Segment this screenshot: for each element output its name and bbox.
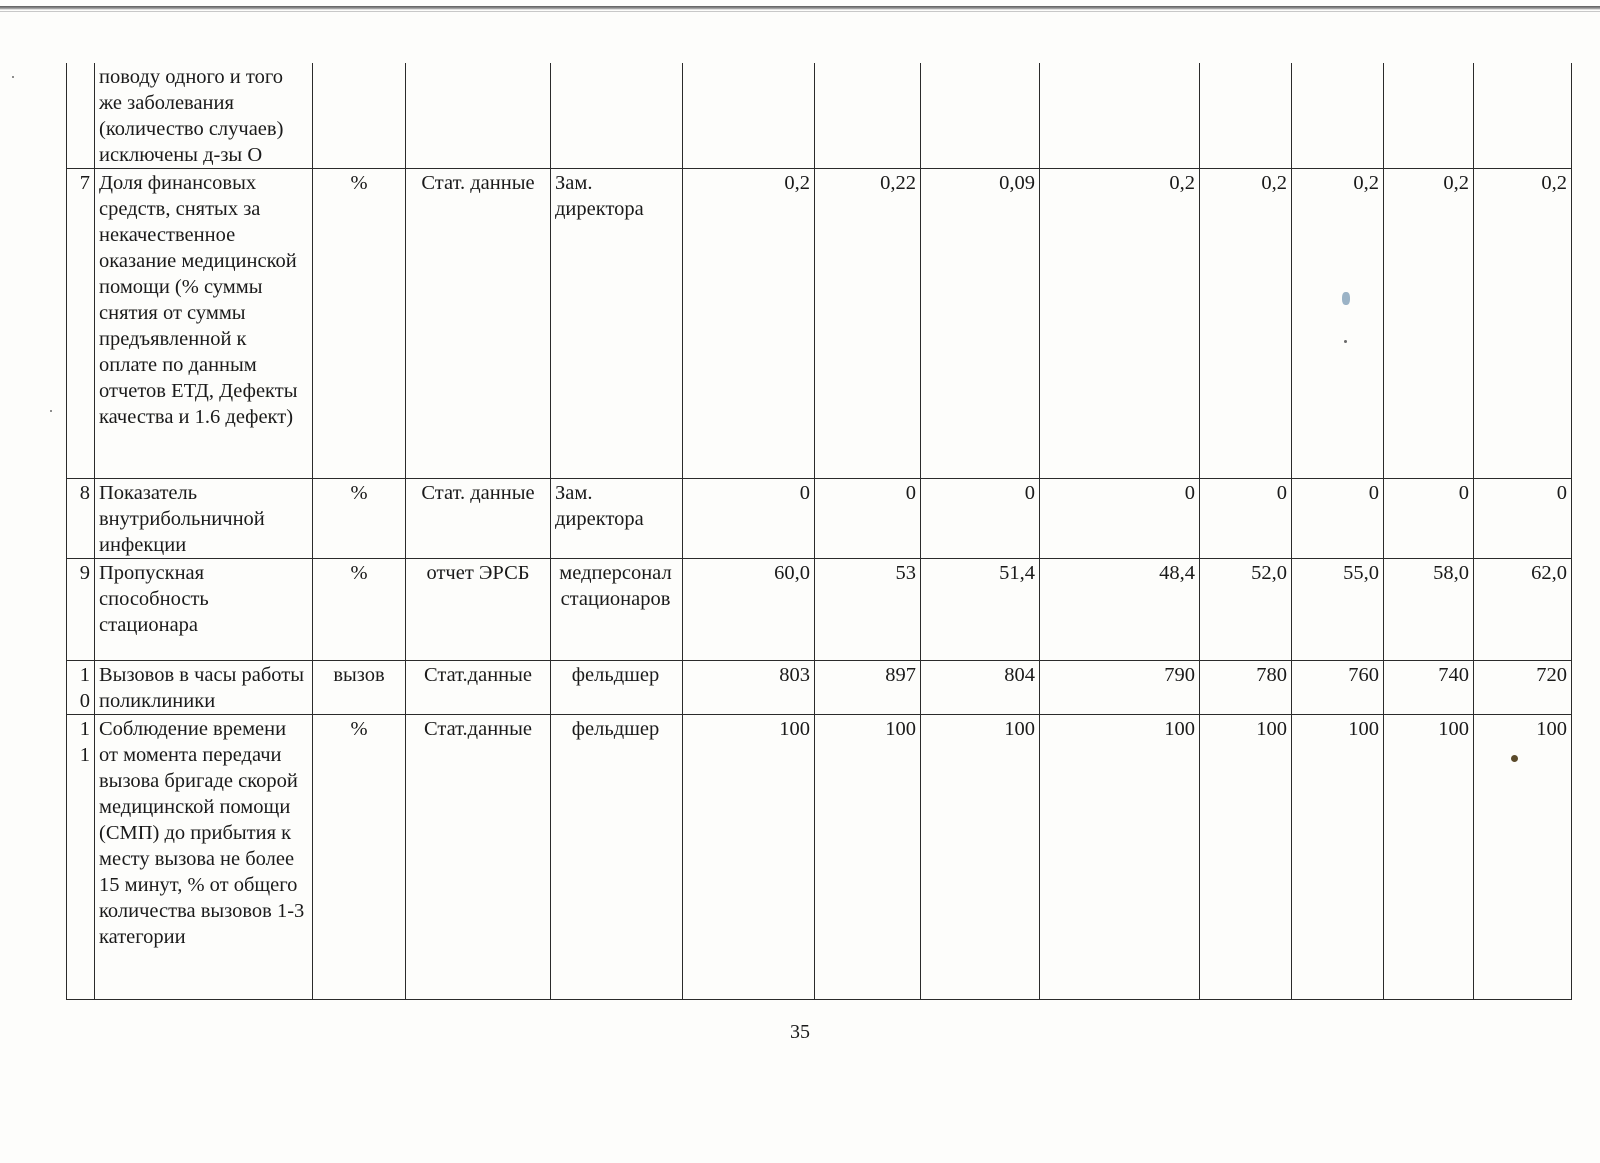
value-cell	[1040, 63, 1200, 169]
value-cell: 0	[921, 479, 1040, 559]
value-cell: 100	[1292, 715, 1384, 1000]
scan-speck	[12, 76, 14, 78]
scan-speck	[1342, 292, 1350, 305]
row-number: 10	[67, 661, 95, 715]
value-cell	[1292, 63, 1384, 169]
value-cell: 0	[1200, 479, 1292, 559]
row-number: 7	[67, 169, 95, 479]
value-cell: 0	[815, 479, 921, 559]
table-row	[67, 63, 1572, 169]
indicator-name: Показатель внутрибольничной инфекции	[95, 479, 313, 559]
value-cell: 0,22	[815, 169, 921, 479]
value-cell	[921, 63, 1040, 169]
value-cell: 100	[683, 715, 815, 1000]
value-cell	[683, 63, 815, 169]
value-cell	[1384, 63, 1474, 169]
source-cell: Стат. данные	[406, 169, 551, 479]
value-cell: 53	[815, 559, 921, 661]
unit-cell: %	[313, 715, 406, 1000]
value-cell: 803	[683, 661, 815, 715]
value-cell: 58,0	[1384, 559, 1474, 661]
indicator-name: поводу одного и того же заболевания (количество случаев) исключены д-зы О	[95, 63, 313, 169]
source-cell	[406, 63, 551, 169]
responsible-cell: Зам. директора	[551, 479, 683, 559]
row-number: 11	[67, 715, 95, 1000]
table-row	[67, 169, 1572, 479]
row-number: 9	[67, 559, 95, 661]
source-cell: Стат.данные	[406, 715, 551, 1000]
value-cell: 0,2	[683, 169, 815, 479]
value-cell: 0	[1040, 479, 1200, 559]
unit-cell: вызов	[313, 661, 406, 715]
scan-edge	[0, 6, 1600, 10]
scan-edge-line	[0, 11, 1600, 12]
value-cell	[1200, 63, 1292, 169]
value-cell: 780	[1200, 661, 1292, 715]
unit-cell: %	[313, 169, 406, 479]
value-cell: 0,09	[921, 169, 1040, 479]
value-cell: 55,0	[1292, 559, 1384, 661]
value-cell: 100	[815, 715, 921, 1000]
value-cell: 100	[1384, 715, 1474, 1000]
indicator-name: Вызовов в часы работы поликлиники	[95, 661, 313, 715]
responsible-cell: фельдшер	[551, 661, 683, 715]
value-cell: 0	[1292, 479, 1384, 559]
page-number: 35	[790, 1021, 810, 1043]
unit-cell: %	[313, 559, 406, 661]
value-cell: 51,4	[921, 559, 1040, 661]
value-cell: 60,0	[683, 559, 815, 661]
responsible-cell: фельдшер	[551, 715, 683, 1000]
value-cell: 62,0	[1474, 559, 1572, 661]
value-cell: 720	[1474, 661, 1572, 715]
value-cell: 0	[1384, 479, 1474, 559]
value-cell	[1474, 63, 1572, 169]
value-cell: 0	[683, 479, 815, 559]
value-cell: 897	[815, 661, 921, 715]
table-row	[67, 479, 1572, 559]
row-number: 8	[67, 479, 95, 559]
source-cell: Стат. данные	[406, 479, 551, 559]
row-number	[67, 63, 95, 169]
table-row	[67, 715, 1572, 1000]
value-cell: 100	[921, 715, 1040, 1000]
responsible-cell	[551, 63, 683, 169]
source-cell: отчет ЭРСБ	[406, 559, 551, 661]
indicators-table	[66, 63, 1572, 1000]
value-cell: 100	[1040, 715, 1200, 1000]
value-cell: 100	[1474, 715, 1572, 1000]
value-cell: 48,4	[1040, 559, 1200, 661]
value-cell: 0	[1474, 479, 1572, 559]
responsible-cell: медперсонал стационаров	[551, 559, 683, 661]
scan-speck	[50, 410, 52, 412]
value-cell: 0,2	[1474, 169, 1572, 479]
table-row	[67, 559, 1572, 661]
unit-cell: %	[313, 479, 406, 559]
responsible-cell: Зам. директора	[551, 169, 683, 479]
value-cell: 52,0	[1200, 559, 1292, 661]
scan-speck	[1511, 755, 1518, 762]
source-cell: Стат.данные	[406, 661, 551, 715]
value-cell: 0,2	[1040, 169, 1200, 479]
scan-speck	[1344, 340, 1347, 343]
value-cell: 0,2	[1384, 169, 1474, 479]
value-cell: 804	[921, 661, 1040, 715]
value-cell: 740	[1384, 661, 1474, 715]
value-cell: 0,2	[1200, 169, 1292, 479]
value-cell	[815, 63, 921, 169]
indicator-name: Соблюдение времени от момента передачи вызова бригаде скорой медицинской помощи (СМП) до прибытия к месту вызова не более 15 минут, % от общего количества вызовов 1-3 категории	[95, 715, 313, 1000]
value-cell: 100	[1200, 715, 1292, 1000]
table-row	[67, 661, 1572, 715]
value-cell: 760	[1292, 661, 1384, 715]
value-cell: 0,2	[1292, 169, 1384, 479]
indicator-name: Доля финансовых средств, снятых за некачественное оказание медицинской помощи (% суммы снятия от суммы предъявленной к оплате по данным отчетов ЕТД, Дефекты качества и 1.6 дефект)	[95, 169, 313, 479]
indicator-name: Пропускная способность стационара	[95, 559, 313, 661]
unit-cell	[313, 63, 406, 169]
value-cell: 790	[1040, 661, 1200, 715]
